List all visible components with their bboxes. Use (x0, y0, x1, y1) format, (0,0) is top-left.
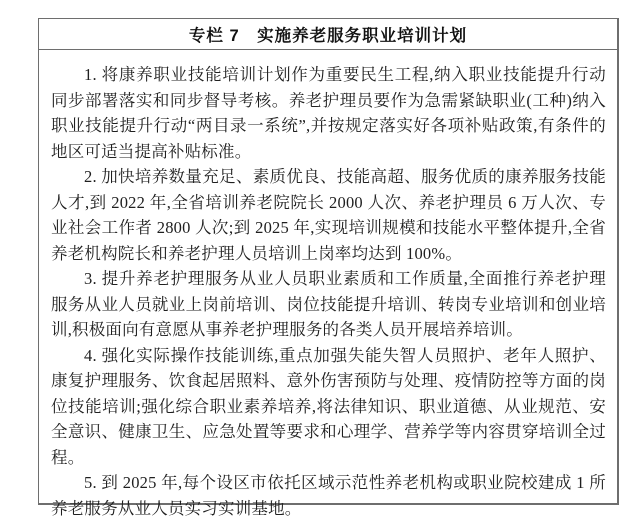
panel-body (39, 50, 617, 516)
paragraph-1: 1. 将康养职业技能培训计划作为重要民生工程,纳入职业技能提升行动同步部署落实和同步督导考核。养老护理员要作为急需紧缺职业(工种)纳入职业技能提升行动“两目录一系统”,并按规定落实好各项补贴政策,有条件的地区可适当提高补贴标准。 (51, 65, 606, 161)
paragraph-2: 2. 加快培养数量充足、素质优良、技能高超、服务优质的康养服务技能人才,到 2022 年,全省培训养老院院长 2000 人次、养老护理员 6 万人次、专业社会工作者 2800 人次;到 2025 年,实现培训规模和技能水平整体提升,全省养老机构院长和养老护理人员培训上岗率均达到 100%。 (51, 167, 606, 263)
paragraph-3: 3. 提升养老护理服务从业人员职业素质和工作质量,全面推行养老护理服务从业人员就业上岗前培训、岗位技能提升培训、转岗专业培训和创业培训,积极面向有意愿从事养老护理服务的各类人员开展培养培训。 (51, 269, 606, 339)
paragraph-5: 5. 到 2025 年,每个设区市依托区域示范性养老机构或职业院校建成 1 所养老服务从业人员实习实训基地。 (51, 473, 606, 516)
panel-title: 专栏 7 实施养老服务职业培训计划 (39, 19, 617, 50)
paragraph-4: 4. 强化实际操作技能训练,重点加强失能失智人员照护、老年人照护、康复护理服务、饮食起居照料、意外伤害预防与处理、疫情防控等方面的岗位技能培训;强化综合职业素养培养,将法律知识、职业道德、从业规范、安全意识、健康卫生、应急处置等要求和心理学、营养学等内容贯穿培训全过程。 (51, 345, 606, 467)
column-7-panel (38, 18, 619, 516)
